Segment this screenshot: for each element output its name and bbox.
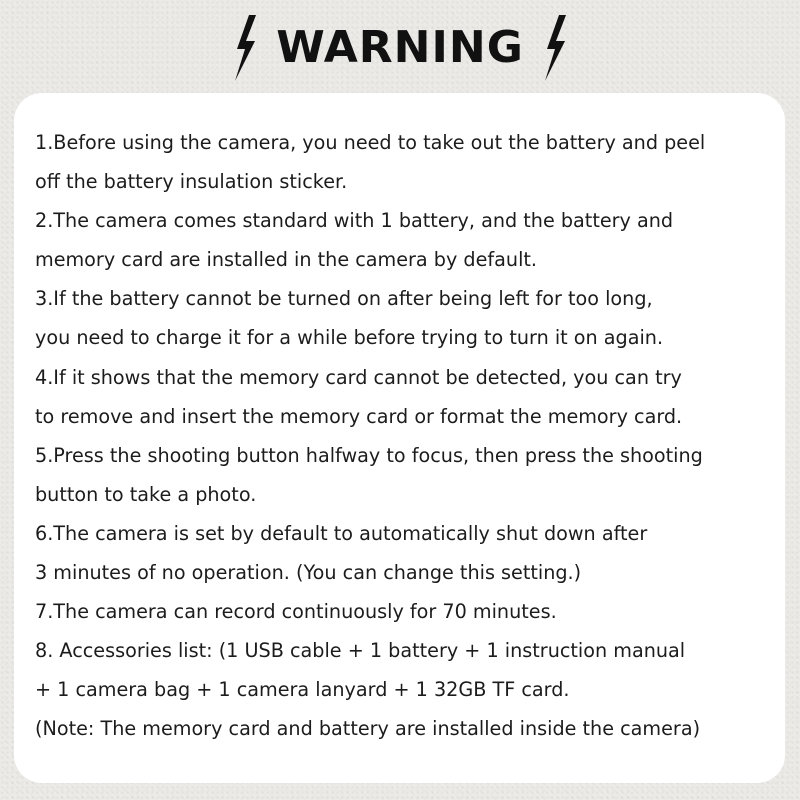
instruction-line: 3 minutes of no operation. (You can change this setting.) [35,561,582,585]
instruction-line: 8. Accessories list: (1 USB cable + 1 battery + 1 instruction manual [35,639,686,663]
instruction-line: 2.The camera comes standard with 1 battery, and the battery and [35,209,674,233]
instruction-line: + 1 camera bag + 1 camera lanyard + 1 32GB TF card. [35,678,570,702]
instructions-list [35,123,705,749]
lightning-bolt-icon [542,15,568,81]
instruction-line: button to take a photo. [35,482,257,506]
instruction-line: 1.Before using the camera, you need to take out the battery and peel [35,131,706,154]
instruction-line: 7.The camera can record continuously for 70 minutes. [35,600,557,624]
instruction-line: to remove and insert the memory card or format the memory card. [35,404,683,428]
instruction-line: 4.If it shows that the memory card cannot be detected, you can try [35,365,682,389]
lightning-bolt-icon [232,15,258,81]
instruction-line: memory card are installed in the camera by default. [35,248,538,272]
instruction-line: 6.The camera is set by default to automatically shut down after [35,521,648,545]
warning-header [0,12,800,84]
instruction-line: (Note: The memory card and battery are installed inside the camera) [35,717,701,741]
page-title: WARNING [276,22,524,73]
instruction-line: 5.Press the shooting button halfway to focus, then press the shooting [35,443,703,467]
instruction-line: you need to charge it for a while before trying to turn it on again. [35,326,664,350]
instruction-line: off the battery insulation sticker. [35,170,348,194]
instruction-line: 3.If the battery cannot be turned on after being left for too long, [35,287,653,311]
